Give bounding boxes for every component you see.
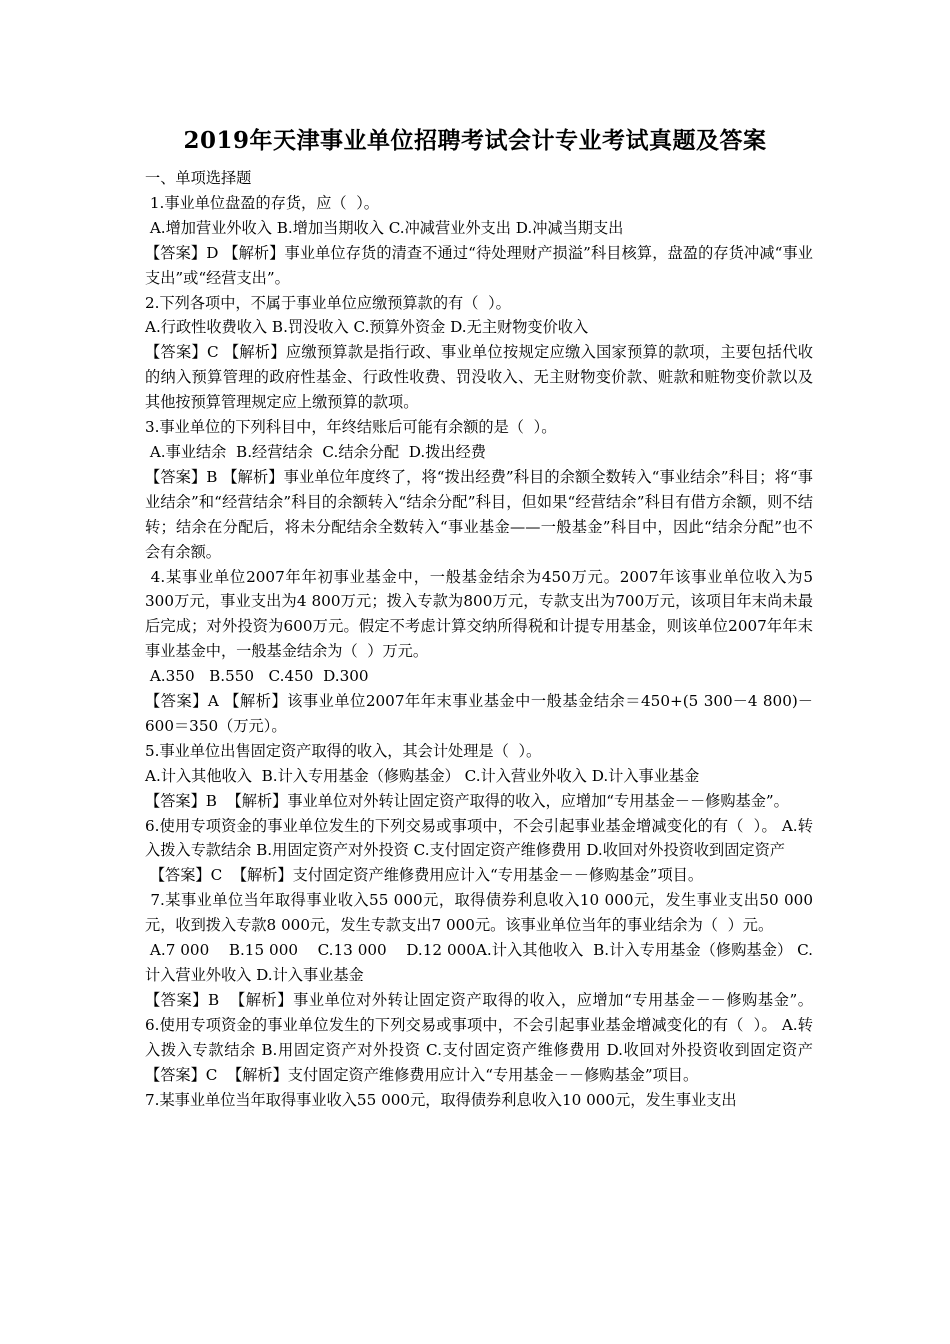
question-7: 7.某事业单位当年取得事业收入55 000元，取得债券利息收入10 000元，发生事业支出50 000元，收到拨入专款8 000元，发生专款支出7 000元。该事业单位当年的事业结余为（ ）元。 — [145, 891, 814, 935]
question-6: 6.使用专项资金的事业单位发生的下列交易或事项中，不会引起事业基金增减变化的有（ ）。 A.转入拨入专款结余 B.用固定资产对外投资 C.支付固定资产维修费用 D.收回对外投资收到固定资产 — [145, 816, 813, 860]
answer-3: 【答案】B 【解析】事业单位年度终了，将“拨出经费”科目的余额全数转入“事业结余”科目；将“事业结余”和“经营结余”科目的余额转入“结余分配”科目，但如果“经营结余”科目有借方余额，则不结转；结余在分配后，将未分配结余全数转入“事业基金——一般基金”科目中，因此“结余分配”也不会有余额。 — [145, 467, 813, 561]
answer-4: 【答案】A 【解析】该事业单位2007年年末事业基金中一般基金结余＝450+(5 300－4 800)－600＝350（万元）。 — [145, 692, 813, 735]
question-7-repeat: 7.某事业单位当年取得事业收入55 000元，取得债券利息收入10 000元，发生事业支出 — [145, 1090, 737, 1109]
question-3: 3.事业单位的下列科目中，年终结账后可能有余额的是（ ）。 — [145, 418, 557, 437]
document-title: 2019年天津事业单位招聘考试会计专业考试真题及答案 — [183, 127, 767, 154]
question-4-options: A.350 B.550 C.450 D.300 — [145, 667, 369, 686]
question-7-options: A.7 000 B.15 000 C.13 000 D.12 000A.计入其他收入 B.计入专用基金（修购基金） C.计入营业外收入 D.计入事业基金 — [145, 941, 814, 984]
question-1: 1.事业单位盘盈的存货，应（ ）。 — [145, 193, 379, 212]
answer-5: 【答案】B 【解析】事业单位对外转让固定资产取得的收入，应增加“专用基金－－修购基金”。 — [145, 791, 789, 810]
answer-repeat-block: 【答案】B 【解析】事业单位对外转让固定资产取得的收入，应增加“专用基金－－修购基金”。 6.使用专项资金的事业单位发生的下列交易或事项中，不会引起事业基金增减变化的有（ ）。 A.转入拨入专款结余 B.用固定资产对外投资 C.支付固定资产维修费用 D.收回对外投资收到固定资产 【答案】C 【解析】支付固定资产维修费用应计入“专用基金－－修购基金”项目。 — [145, 990, 833, 1084]
question-1-options: A.增加营业外收入 B.增加当期收入 C.冲减营业外支出 D.冲减当期支出 — [145, 218, 624, 237]
question-2: 2.下列各项中，不属于事业单位应缴预算款的有（ ）。 — [145, 293, 511, 312]
answer-2: 【答案】C 【解析】应缴预算款是指行政、事业单位按规定应缴入国家预算的款项，主要包括代收的纳入预算管理的政府性基金、行政性收费、罚没收入、无主财物变价款、赃款和赃物变价款以及其他按预算管理规定应上缴预算的款项。 — [145, 343, 813, 412]
question-5: 5.事业单位出售固定资产取得的收入，其会计处理是（ ）。 — [145, 741, 542, 760]
answer-1: 【答案】D 【解析】事业单位存货的清查不通过“待处理财产损溢”科目核算，盘盈的存货冲减“事业支出”或“经营支出”。 — [145, 243, 813, 287]
question-5-options: A.计入其他收入 B.计入专用基金（修购基金） C.计入营业外收入 D.计入事业基金 — [145, 766, 700, 785]
question-4: 4.某事业单位2007年年初事业基金中，一般基金结余为450万元。2007年该事业单位收入为5 300万元，事业支出为4 800万元；拨入专款为800万元，专款支出为700万元，该项目年末尚未最后完成；对外投资为600万元。假定不考虑计算交纳所得税和计提专用基金，则该单位2007年年末事业基金中，一般基金结余为（ ）万元。 — [145, 567, 818, 661]
question-3-options: A.事业结余 B.经营结余 C.结余分配 D.拨出经费 — [145, 442, 486, 461]
section-heading: 一、单项选择题 — [145, 169, 252, 187]
question-2-options: A.行政性收费收入 B.罚没收入 C.预算外资金 D.无主财物变价收入 — [145, 318, 589, 337]
answer-6: 【答案】C 【解析】支付固定资产维修费用应计入“专用基金－－修购基金”项目。 — [145, 866, 704, 885]
document-body — [145, 166, 833, 1112]
